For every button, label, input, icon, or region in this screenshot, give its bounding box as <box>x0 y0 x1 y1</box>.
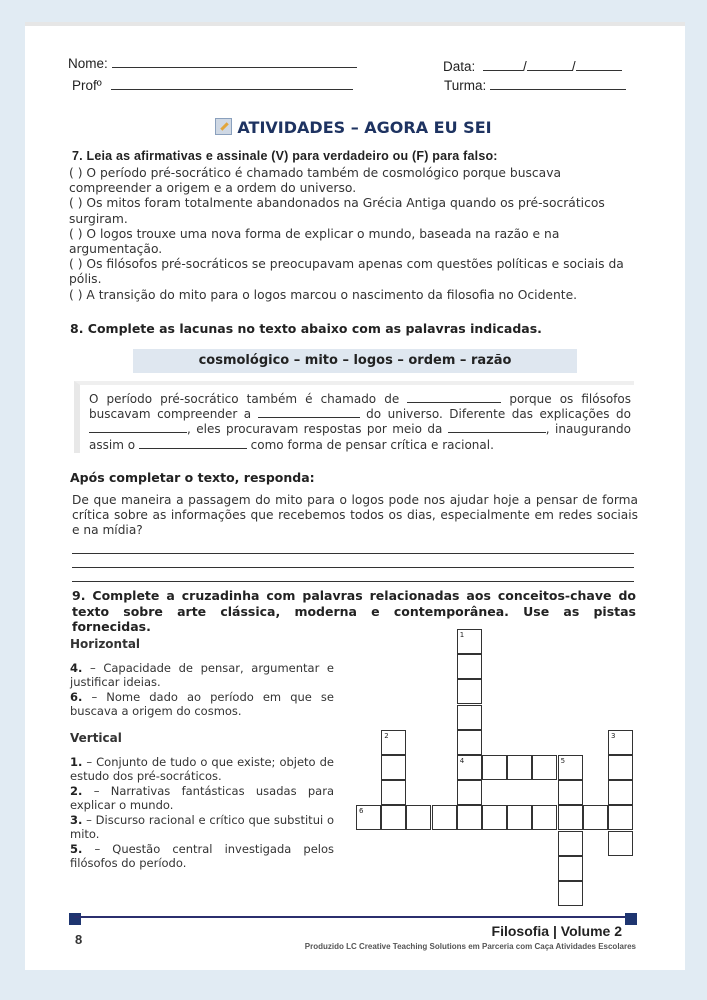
clue-number: 3. <box>70 812 83 827</box>
text-part: O período pré-socrático também é chamado de <box>89 392 408 406</box>
crossword-cell[interactable] <box>558 831 583 856</box>
fill-in-text-box <box>74 381 634 453</box>
clue-text: – Questão central investigada pelos filósofos do período. <box>70 841 334 870</box>
clue-item <box>70 661 334 690</box>
statement-item[interactable]: ( ) Os mitos foram totalmente abandonados na Grécia Antiga quando os pré-socráticos surgiram. <box>69 196 605 226</box>
crossword-cell[interactable] <box>608 831 633 856</box>
blank-4[interactable] <box>448 422 546 433</box>
crossword-clue-number: 5 <box>560 757 566 765</box>
crossword-cell[interactable] <box>583 805 608 830</box>
crossword-cell[interactable] <box>457 705 482 730</box>
text-part: porque os filósofos buscavam compreender a <box>89 392 631 422</box>
vertical-label: Vertical <box>70 731 122 745</box>
footer-credit: Produzido LC Creative Teaching Solutions em Parceria com Caça Atividades Escolares <box>304 942 636 951</box>
followup-question: De que maneira a passagem do mito para o logos pode nos ajudar hoje a pensar de forma crítica sobre as informações que recebemos todos os dias, especialmente em redes sociais e na mídia? <box>72 493 638 538</box>
question-9-heading: 9. Complete a cruzadinha com palavras relacionadas aos conceitos-chave do texto sobre arte clássica, moderna e contemporânea. Use as pistas fornecidas. <box>72 588 636 634</box>
crossword-cell[interactable] <box>457 679 482 704</box>
blank-3[interactable] <box>89 422 187 433</box>
crossword-cell[interactable] <box>558 780 583 805</box>
followup-heading: Após completar o texto, responda: <box>70 470 315 485</box>
crossword-grid <box>356 629 636 909</box>
date-month-line[interactable] <box>527 58 572 71</box>
answer-line[interactable] <box>72 581 634 582</box>
horizontal-clues <box>70 637 334 719</box>
statement-item[interactable]: ( ) A transição do mito para o logos marcou o nascimento da filosofia no Ocidente. <box>69 287 578 302</box>
footer-square-right <box>625 913 637 925</box>
text-part: como forma de pensar crítica e racional. <box>246 437 494 452</box>
crossword-clue-number: 2 <box>384 731 389 740</box>
teacher-field[interactable] <box>72 77 353 93</box>
answer-line[interactable] <box>72 567 634 568</box>
teacher-label: Profº <box>72 78 102 93</box>
crossword-cell[interactable] <box>381 805 406 830</box>
clue-number: 5. <box>70 841 83 856</box>
crossword-cell[interactable] <box>532 805 557 830</box>
footer-divider <box>74 916 630 918</box>
class-label: Turma: <box>444 78 487 93</box>
date-separator: / <box>571 59 576 74</box>
crossword-cell[interactable] <box>608 755 633 780</box>
date-separator: / <box>523 59 527 74</box>
crossword-cell[interactable] <box>356 805 381 830</box>
fill-in-text <box>89 392 631 453</box>
memo-pencil-icon <box>215 118 232 135</box>
clue-text: – Narrativas fantásticas usadas para explicar o mundo. <box>70 783 334 812</box>
clue-item <box>70 813 334 842</box>
question-7-statements <box>69 166 644 303</box>
text-part: do universo. Diferente das explicações do <box>359 407 631 422</box>
crossword-cell[interactable] <box>558 805 583 830</box>
clue-item <box>70 755 334 784</box>
crossword-cell[interactable] <box>532 755 557 780</box>
crossword-cell[interactable] <box>457 780 482 805</box>
question-7-heading: 7. Leia as afirmativas e assinale (V) para verdadeiro ou (F) para falso: <box>72 149 498 163</box>
blank-5[interactable] <box>139 438 247 449</box>
text-part: , eles procuravam respostas por meio da <box>187 422 448 437</box>
class-field[interactable] <box>444 77 626 93</box>
crossword-cell[interactable] <box>558 755 583 780</box>
crossword-cell[interactable] <box>558 856 583 881</box>
crossword-cell[interactable] <box>457 755 482 780</box>
clue-text: – Discurso racional e crítico que substitui o mito. <box>70 812 334 841</box>
blank-1[interactable] <box>407 392 501 403</box>
crossword-clue-number: 1 <box>459 631 465 639</box>
crossword-cell[interactable] <box>457 629 482 654</box>
date-field[interactable] <box>443 58 622 74</box>
crossword-clue-number: 4 <box>459 757 465 765</box>
crossword-cell[interactable] <box>381 730 406 755</box>
crossword-cell[interactable] <box>482 755 507 780</box>
clue-text: – Nome dado ao período em que se buscava a origem do cosmos. <box>70 689 334 718</box>
clue-text: – Conjunto de tudo o que existe; objeto de estudo dos pré-socráticos. <box>70 754 334 783</box>
crossword-cell[interactable] <box>457 654 482 679</box>
question-8-heading: 8. Complete as lacunas no texto abaixo com as palavras indicadas. <box>70 321 542 336</box>
clue-item <box>70 690 334 719</box>
clue-item <box>70 842 334 871</box>
vertical-clues <box>70 731 334 871</box>
clue-number: 4. <box>70 660 83 675</box>
crossword-cell[interactable] <box>482 805 507 830</box>
name-label: Nome: <box>68 56 108 71</box>
crossword-cell[interactable] <box>608 780 633 805</box>
clue-number: 1. <box>70 754 83 769</box>
crossword-clue-number: 3 <box>611 731 616 740</box>
word-bank: cosmológico – mito – logos – ordem – razão <box>133 349 577 373</box>
clue-number: 2. <box>70 783 83 798</box>
crossword-cell[interactable] <box>381 755 406 780</box>
statement-item[interactable]: ( ) O logos trouxe uma nova forma de explicar o mundo, baseada na razão e na argumentação. <box>69 226 560 257</box>
crossword-cell[interactable] <box>406 805 431 830</box>
crossword-clue-number: 6 <box>359 807 364 816</box>
page-number: 8 <box>75 932 83 947</box>
crossword-cell[interactable] <box>457 730 482 755</box>
clue-text: – Capacidade de pensar, argumentar e justificar ideias. <box>70 660 334 689</box>
crossword-cell[interactable] <box>507 805 532 830</box>
date-label: Data: <box>443 59 476 74</box>
footer-square-left <box>69 913 81 925</box>
crossword-cell[interactable] <box>457 805 482 830</box>
crossword-cell[interactable] <box>608 730 633 755</box>
footer-title: Filosofia | Volume 2 <box>491 923 622 939</box>
crossword-cell[interactable] <box>507 755 532 780</box>
date-year-line[interactable] <box>576 58 622 71</box>
text-part: , inaugurando assim o <box>89 422 631 452</box>
crossword-cell[interactable] <box>558 881 583 906</box>
name-field[interactable] <box>68 55 357 71</box>
clue-item <box>70 784 334 813</box>
crossword-cell[interactable] <box>432 805 457 830</box>
crossword-cell[interactable] <box>608 805 633 830</box>
teacher-line[interactable] <box>111 77 353 90</box>
horizontal-label: Horizontal <box>70 637 141 651</box>
section-title <box>0 118 707 137</box>
name-line[interactable] <box>112 55 357 68</box>
date-day-line[interactable] <box>483 58 523 71</box>
blank-2[interactable] <box>258 407 360 418</box>
clue-number: 6. <box>70 689 83 704</box>
answer-line[interactable] <box>72 553 634 554</box>
statement-item[interactable]: ( ) O período pré-socrático é chamado também de cosmológico porque buscava compreender a origem e a ordem do universo. <box>69 166 562 196</box>
statement-item[interactable]: ( ) Os filósofos pré-socráticos se preocupavam apenas com questões políticas e sociais da pólis. <box>69 257 624 287</box>
crossword-cell[interactable] <box>381 780 406 805</box>
section-title-text: ATIVIDADES – AGORA EU SEI <box>237 118 492 137</box>
class-line[interactable] <box>490 77 626 90</box>
